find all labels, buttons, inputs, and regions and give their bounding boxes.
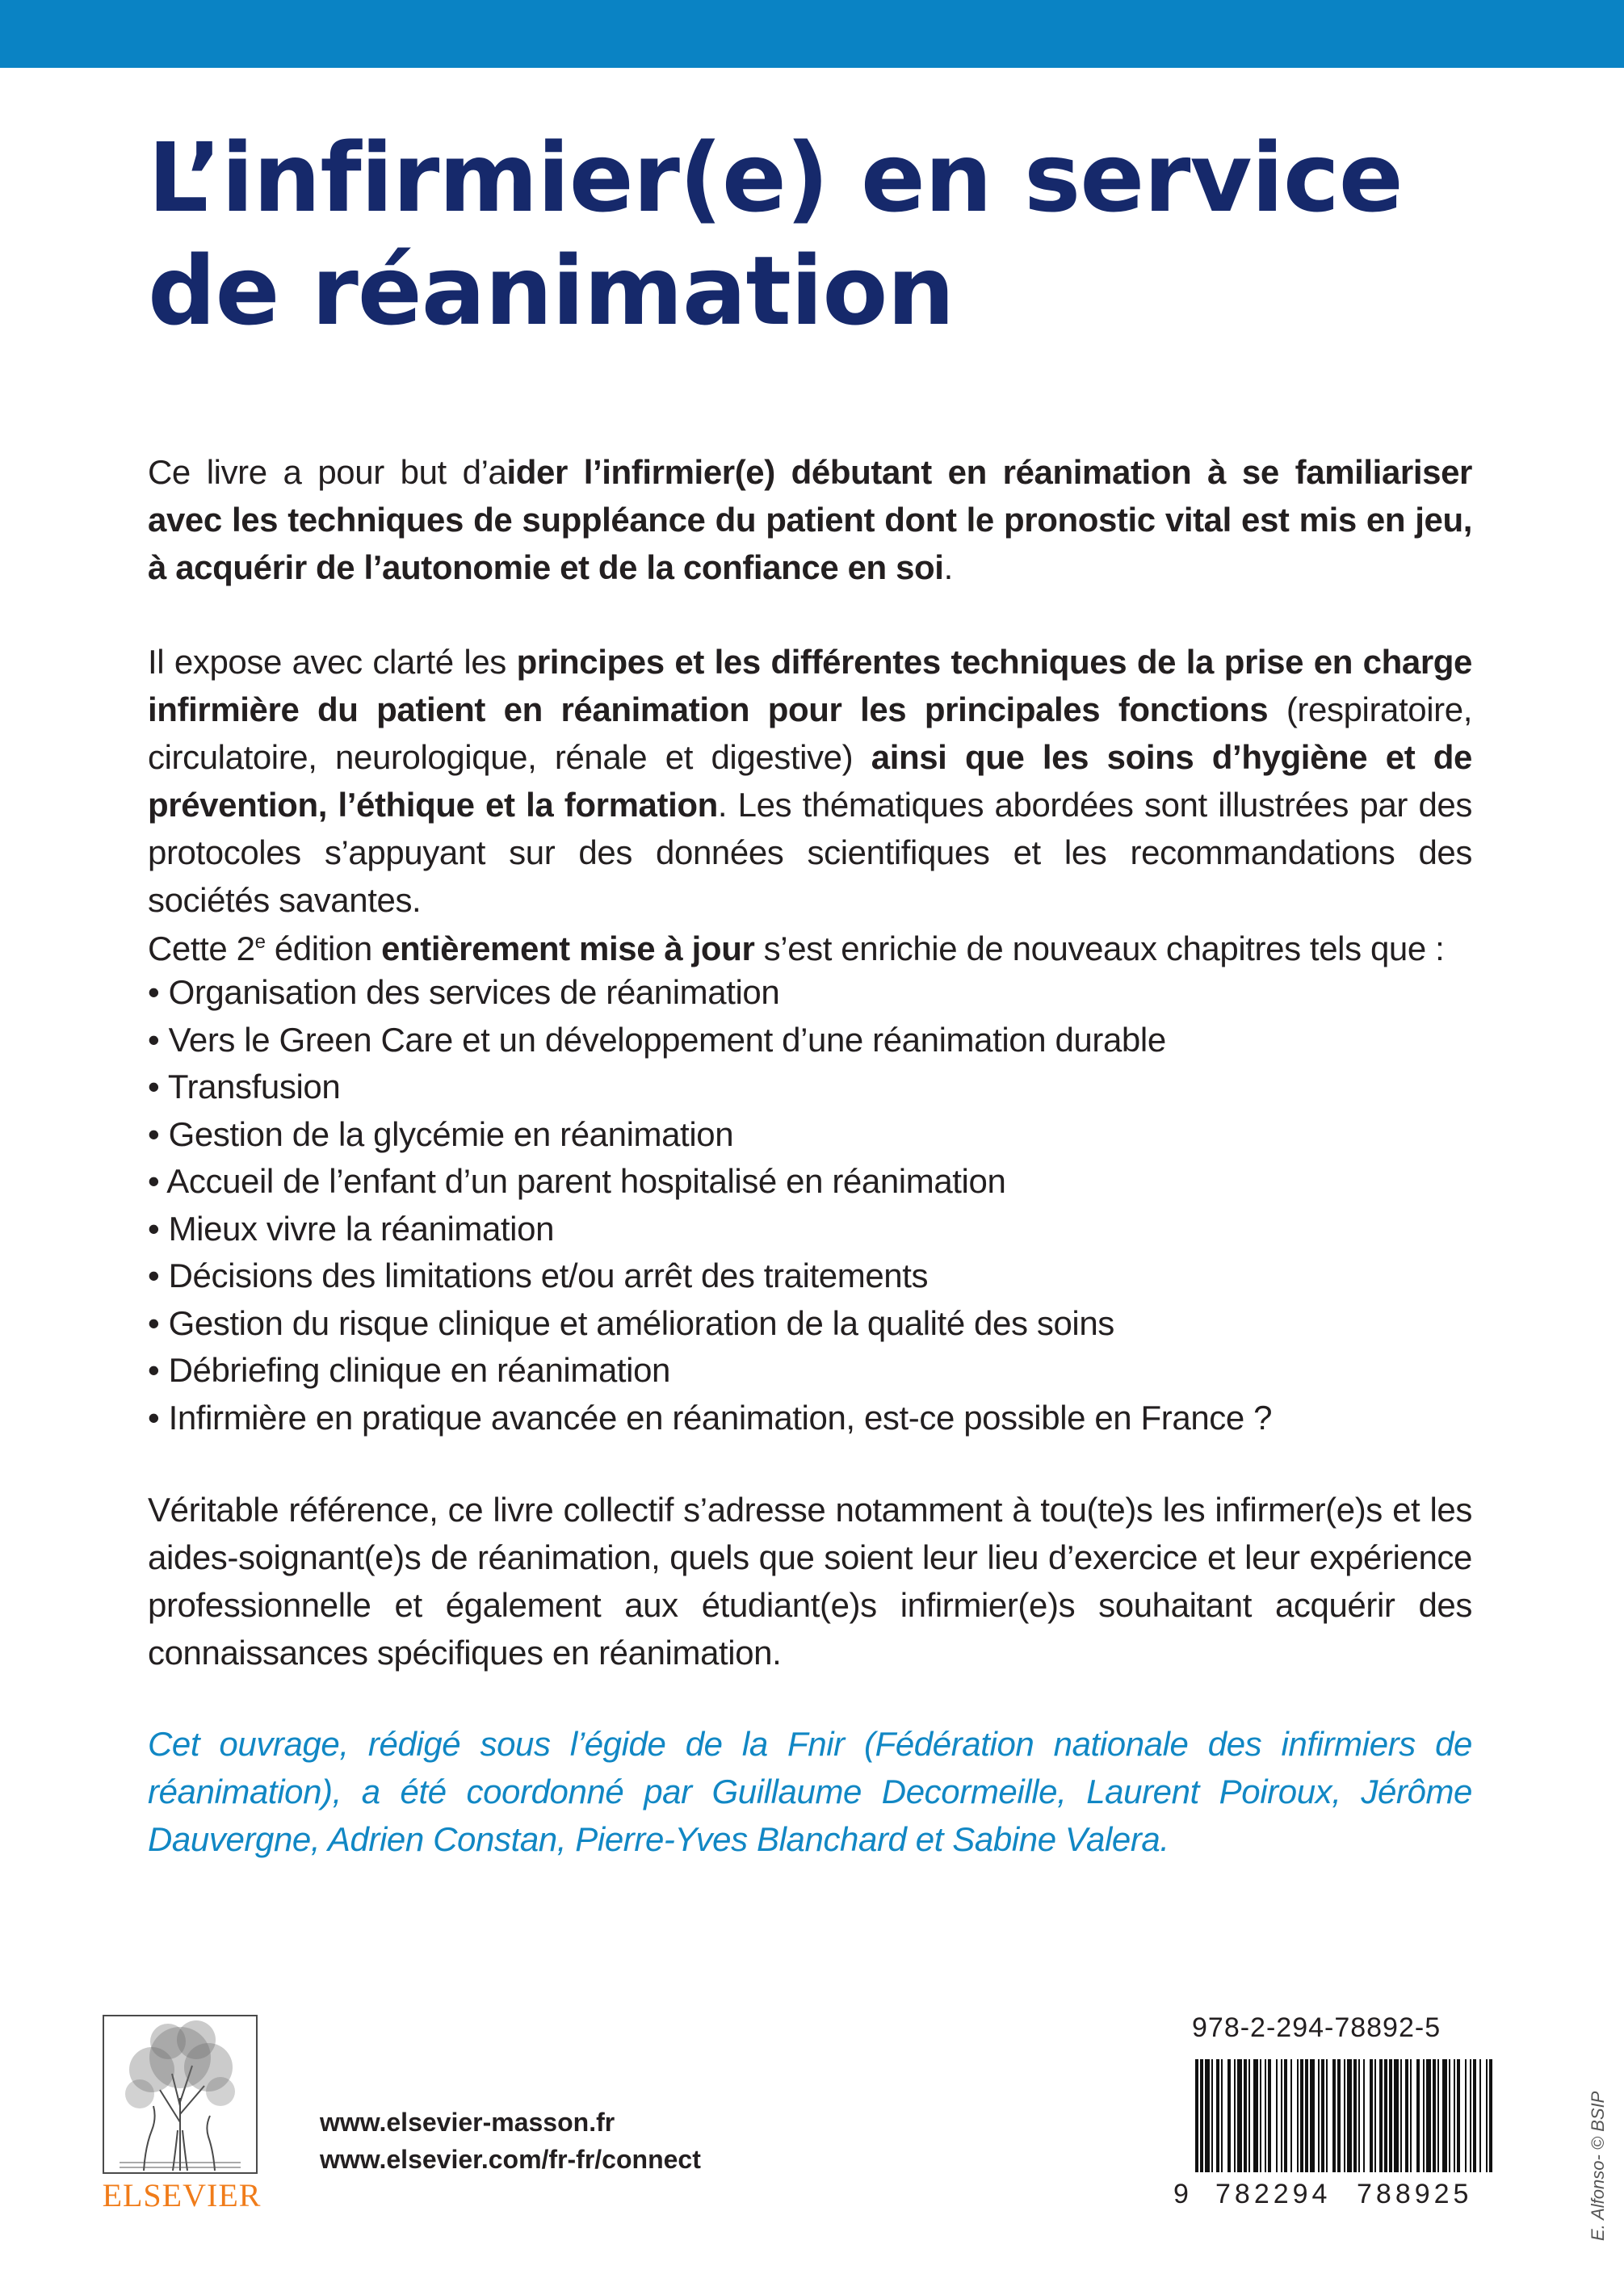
book-title: L’infirmier(e) en service de réanimation (148, 122, 1403, 346)
list-item: • Gestion de la glycémie en réanimation (148, 1114, 734, 1153)
edition-paragraph: Cette 2e édition entièrement mise à jour s’est enrichie de nouveaux chapitres tels que : (148, 929, 1445, 967)
publisher-urls (320, 2104, 701, 2178)
chapter-list (148, 969, 1272, 1441)
top-color-bar (0, 0, 1624, 68)
elsevier-logo-text: ELSEVIER (102, 2177, 262, 2213)
list-item: • Accueil de l’enfant d’un parent hospitalisé en réanimation (148, 1162, 1006, 1200)
list-item: • Infirmière en pratique avancée en réanimation, est-ce possible en France ? (148, 1398, 1273, 1437)
barcode-digit-first: 9 (1173, 2179, 1189, 2209)
intro-paragraph: Ce livre a pour but d’aider l’infirmier(e) débutant en réanimation à se familiariser avec les techniques de suppléance du patient dont le pronostic vital est mis en jeu, à acquérir de l’autonomie et de la confiance en soi. (148, 453, 1472, 586)
barcode (1192, 2059, 1497, 2172)
list-item: • Gestion du risque clinique et amélioration de la qualité des soins (148, 1303, 1114, 1342)
list-item: • Vers le Green Care et un développement d’une réanimation durable (148, 1020, 1166, 1059)
list-item: • Décisions des limitations et/ou arrêt des traitements (148, 1257, 929, 1294)
list-item: • Transfusion (148, 1068, 341, 1106)
publisher-url-1[interactable]: www.elsevier-masson.fr (320, 2108, 615, 2137)
coordination-note: Cet ouvrage, rédigé sous l’égide de la Fnir (Fédération nationale des infirmiers de réanimation), a été coordonné par Guillaume Decormeille, Laurent Poiroux, Jérôme Dauvergne, Adrien Constan, Pierre-Yves Blanchard et Sabine Valera. (148, 1725, 1472, 1858)
list-item: • Mieux vivre la réanimation (148, 1209, 555, 1248)
list-item: • Organisation des services de réanimation (148, 973, 780, 1011)
isbn-number: 978-2-294-78892-5 (1192, 2012, 1441, 2043)
audience-paragraph: Véritable référence, ce livre collectif s’adresse notamment à tou(te)s les infirmer(e)s et les aides-soignant(e)s de réanimation, quels que soient leur lieu d’exercice et leur expérience professionnelle et également aux étudiant(e)s infirmier(e)s souhaitant acquérir des connaissances spécifiques en réanimation. (148, 1491, 1472, 1672)
barcode-digits-right: 788925 (1357, 2179, 1473, 2209)
barcode-digits-left: 782294 (1215, 2179, 1332, 2209)
list-item: • Débriefing clinique en réanimation (148, 1351, 671, 1389)
photo-credit: E. Alfonso- © BSIP (1588, 2091, 1608, 2241)
tree-engraving-icon (95, 2009, 265, 2179)
publisher-url-2[interactable]: www.elsevier.com/fr-fr/connect (320, 2145, 701, 2174)
description-paragraph: Il expose avec clarté les principes et les différentes techniques de la prise en charge infirmière du patient en réanimation pour les principales fonctions (respiratoire, circulatoire, neurologique, rénale et digestive) ainsi que les soins d’hygiène et de prévention, l’éthique et la formation. Les thématiques abordées sont illustrées par des protocoles s’appuyant sur des données scientifiques et les recommandations des sociétés savantes. (148, 643, 1472, 919)
